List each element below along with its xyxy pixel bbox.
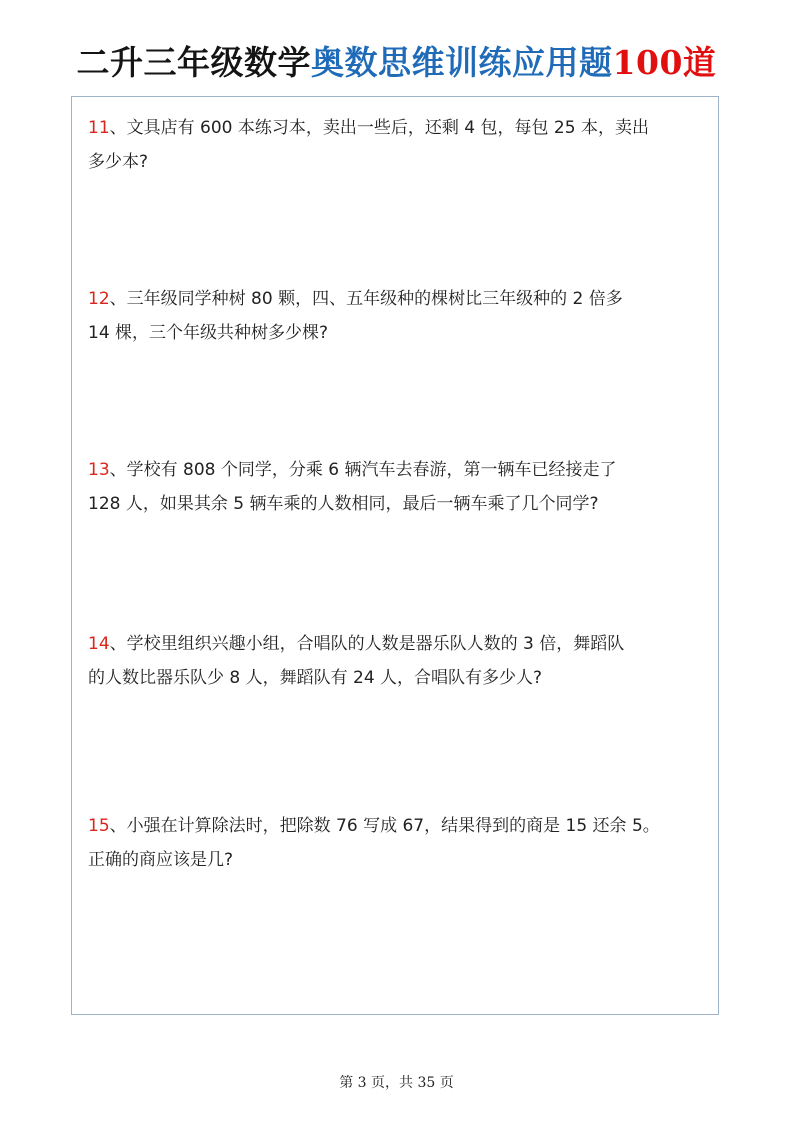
problem-line-2: 128 人，如果其余 5 辆车乘的人数相同，最后一辆车乘了几个同学?: [88, 494, 599, 514]
header-title-grade: 二升三年级数学: [76, 43, 312, 82]
problem-separator: 、: [109, 460, 127, 480]
problem-text: 文具店有 600 本练习本，卖出一些后，还剩 4 包，每包 25 本，卖出: [126, 118, 649, 138]
problem-line-1: [88, 627, 720, 661]
problem-13: [88, 453, 720, 521]
problem-text: 学校里组织兴趣小组，合唱队的人数是器乐队人数的 3 倍，舞蹈队: [126, 634, 625, 654]
problem-number: 12: [88, 289, 110, 309]
page-header: [0, 38, 793, 88]
header-title-topic: 奥数思维训练应用题: [311, 43, 613, 82]
page-number-footer: 第 3 页，共 35 页: [339, 1075, 454, 1091]
problem-line-1: [88, 809, 720, 843]
problem-text: 学校有 808 个同学，分乘 6 辆汽车去春游，第一辆车已经接走了: [126, 460, 617, 480]
problem-line-2: 的人数比器乐队少 8 人，舞蹈队有 24 人，合唱队有多少人?: [88, 668, 543, 688]
header-title-count: 100道: [612, 43, 717, 82]
problem-line-2: 14 棵，三个年级共种树多少棵?: [88, 323, 329, 343]
problem-number: 11: [88, 118, 110, 138]
problem-line-1: [88, 111, 720, 145]
problem-11: [88, 111, 720, 179]
problem-text: 三年级同学种树 80 颗，四、五年级种的棵树比三年级种的 2 倍多: [126, 289, 623, 309]
problem-number: 13: [88, 460, 110, 480]
problems-frame: [71, 96, 719, 1015]
problem-number: 14: [88, 634, 110, 654]
problem-line-2: 多少本?: [88, 152, 149, 172]
problem-number: 15: [88, 816, 110, 836]
problem-separator: 、: [109, 289, 127, 309]
problem-line-1: [88, 282, 720, 316]
problem-line-2: 正确的商应该是几?: [88, 850, 234, 870]
problem-separator: 、: [109, 816, 127, 836]
problem-text: 小强在计算除法时，把除数 76 写成 67，结果得到的商是 15 还余 5。: [126, 816, 660, 836]
problem-line-1: [88, 453, 720, 487]
problem-separator: 、: [109, 118, 127, 138]
problem-14: [88, 627, 720, 695]
problem-15: [88, 809, 720, 877]
problem-12: [88, 282, 720, 350]
problem-separator: 、: [109, 634, 127, 654]
